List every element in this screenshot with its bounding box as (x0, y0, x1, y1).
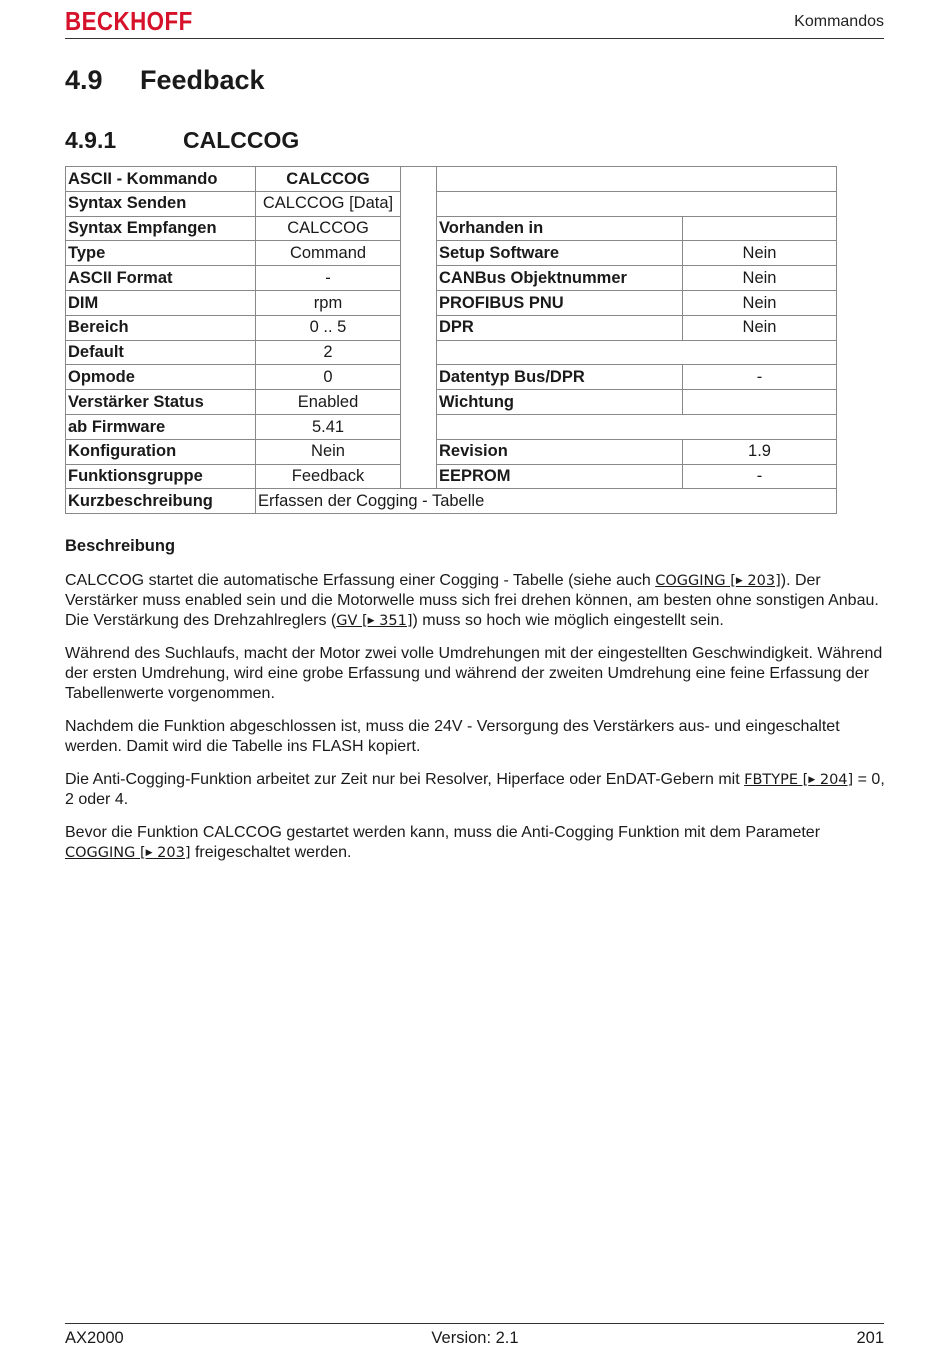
description-section (65, 536, 887, 876)
chapter-title: Feedback (140, 65, 265, 95)
spacer-cell (401, 464, 437, 489)
wichtung-label: Wichtung (437, 390, 683, 415)
header-section-title: Kommandos (794, 13, 884, 30)
spacer-cell (401, 266, 437, 291)
table-row (66, 464, 837, 489)
empty-cell (437, 191, 837, 216)
arrow-right-icon: ▶ (735, 576, 743, 586)
table-row (66, 266, 837, 291)
row-value: Feedback (256, 464, 401, 489)
paragraph-text: ) muss so hoch wie möglich eingestellt sein. (412, 612, 724, 629)
spacer-cell (401, 439, 437, 464)
footer-divider (65, 1323, 884, 1324)
paragraph-1 (65, 571, 887, 631)
table-row (66, 216, 837, 241)
link-page: 204] (815, 772, 854, 788)
spacer-cell (401, 241, 437, 266)
spacer-cell (401, 216, 437, 241)
kurzbeschreibung-value: Erfassen der Cogging - Tabelle (256, 489, 837, 514)
vorhanden-in-label: Vorhanden in (437, 216, 683, 241)
fbtype-link[interactable] (744, 772, 853, 788)
row-value: CALCCOG (256, 216, 401, 241)
dpr-value: Nein (683, 315, 837, 340)
link-page: 203] (152, 845, 191, 861)
datentyp-label: Datentyp Bus/DPR (437, 365, 683, 390)
paragraph-text: = 0, 2 oder 4. (65, 771, 885, 808)
row-label: Funktionsgruppe (66, 464, 256, 489)
table-row (66, 315, 837, 340)
footer-product: AX2000 (65, 1329, 124, 1347)
gv-link[interactable] (336, 613, 412, 629)
row-label: Opmode (66, 365, 256, 390)
row-label: Verstärker Status (66, 390, 256, 415)
table-row (66, 390, 837, 415)
datentyp-value: - (683, 365, 837, 390)
spacer-cell (401, 390, 437, 415)
paragraph-text: Die Anti-Cogging-Funktion arbeitet zur Zeit nur bei Resolver, Hiperface oder EnDAT-Gebern mit (65, 771, 745, 788)
row-value: rpm (256, 290, 401, 315)
row-value: Nein (256, 439, 401, 464)
empty-cell (437, 167, 837, 192)
spacer-cell (401, 340, 437, 365)
paragraph-text: ). Der Verstärker muss enabled sein und die Motorwelle muss sich frei drehen können, am besten ohne sonstigen Anbau. Die Verstärkung des Drehzahlreglers ( (65, 572, 879, 629)
row-label: ab Firmware (66, 414, 256, 439)
table-row (66, 365, 837, 390)
cogging-link[interactable] (65, 845, 191, 861)
row-value: 0 (256, 365, 401, 390)
paragraph-text: freigeschaltet werden. (190, 844, 352, 861)
table-row (66, 191, 837, 216)
table-row (66, 241, 837, 266)
row-label: ASCII - Kommando (66, 167, 256, 192)
empty-cell (683, 216, 837, 241)
table-row (66, 414, 837, 439)
eeprom-label: EEPROM (437, 464, 683, 489)
empty-cell (437, 340, 837, 365)
subchapter-title: CALCCOG (183, 127, 300, 153)
link-page: 351] (374, 613, 413, 629)
paragraph-text: Bevor die Funktion CALCCOG gestartet werden kann, muss die Anti-Cogging Funktion mit dem Parameter (65, 824, 821, 841)
row-value: 2 (256, 340, 401, 365)
row-value: Command (256, 241, 401, 266)
row-label: ASCII Format (66, 266, 256, 291)
row-value: Enabled (256, 390, 401, 415)
table-row (66, 290, 837, 315)
row-label: Default (66, 340, 256, 365)
row-label: Konfiguration (66, 439, 256, 464)
table-row (66, 340, 837, 365)
profibus-label: PROFIBUS PNU (437, 290, 683, 315)
row-value: - (256, 266, 401, 291)
revision-label: Revision (437, 439, 683, 464)
table-row (66, 489, 837, 514)
row-value: CALCCOG (256, 167, 401, 192)
command-spec-table (65, 166, 837, 514)
row-value: 0 .. 5 (256, 315, 401, 340)
description-heading: Beschreibung (65, 537, 176, 555)
spacer-cell (401, 290, 437, 315)
eeprom-value: - (683, 464, 837, 489)
row-value: CALCCOG [Data] (256, 191, 401, 216)
link-name: COGGING [ (65, 845, 146, 861)
beckhoff-logo: BECKHOFF (65, 6, 193, 36)
link-name: GV [ (336, 613, 368, 629)
row-label: Syntax Senden (66, 191, 256, 216)
kurzbeschreibung-label: Kurzbeschreibung (66, 489, 256, 514)
subchapter-number: 4.9.1 (65, 127, 117, 153)
cogging-link[interactable] (655, 573, 781, 589)
paragraph-3: Nachdem die Funktion abgeschlossen ist, muss die 24V - Versorgung des Verstärkers aus- und eingeschaltet werden. Damit wird die Tabelle ins FLASH kopiert. (65, 718, 840, 755)
profibus-value: Nein (683, 290, 837, 315)
revision-value: 1.9 (683, 439, 837, 464)
setup-software-label: Setup Software (437, 241, 683, 266)
setup-software-value: Nein (683, 241, 837, 266)
table-row (66, 167, 837, 192)
paragraph-2: Während des Suchlaufs, macht der Motor zwei volle Umdrehungen mit der eingestellten Geschwindigkeit. Während der ersten Umdrehung, wird eine grobe Erfassung und während der zweiten Umdrehung eine feine Erfassung der Tabellenwerte vorgenommen. (65, 645, 883, 702)
empty-cell (437, 414, 837, 439)
spacer-cell (401, 315, 437, 340)
footer-version: Version: 2.1 (431, 1329, 519, 1347)
wichtung-value (683, 390, 837, 415)
row-label: DIM (66, 290, 256, 315)
table-row (66, 439, 837, 464)
link-page: 203] (742, 573, 781, 589)
footer-page-number: 201 (856, 1329, 884, 1347)
canbus-label: CANBus Objektnummer (437, 266, 683, 291)
arrow-right-icon: ▶ (367, 616, 375, 626)
row-label: Syntax Empfangen (66, 216, 256, 241)
spacer-cell (401, 191, 437, 216)
subchapter-heading (65, 127, 299, 154)
spacer-cell (401, 414, 437, 439)
link-name: FBTYPE [ (744, 772, 809, 788)
paragraph-text: CALCCOG startet die automatische Erfassung einer Cogging - Tabelle (siehe auch (65, 572, 656, 589)
dpr-label: DPR (437, 315, 683, 340)
row-label: Bereich (66, 315, 256, 340)
chapter-heading (65, 65, 265, 96)
spacer-cell (401, 365, 437, 390)
canbus-value: Nein (683, 266, 837, 291)
chapter-number: 4.9 (65, 65, 103, 95)
row-value: 5.41 (256, 414, 401, 439)
header-divider (65, 38, 884, 39)
paragraph-5 (65, 823, 887, 863)
paragraph-4 (65, 770, 887, 810)
arrow-right-icon: ▶ (145, 848, 153, 858)
row-label: Type (66, 241, 256, 266)
spacer-cell (401, 167, 437, 192)
link-name: COGGING [ (655, 573, 736, 589)
arrow-right-icon: ▶ (808, 775, 816, 785)
